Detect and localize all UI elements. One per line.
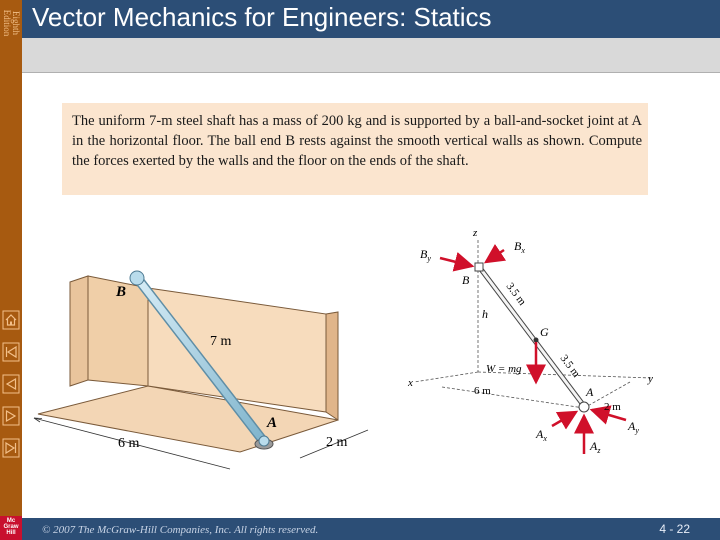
copyright-text: © 2007 The McGraw-Hill Companies, Inc. All rights reserved. bbox=[42, 524, 319, 536]
svg-text:By: $B_y$ bbox=[420, 247, 431, 263]
problem-statement-box bbox=[62, 103, 648, 195]
right-wall-edge bbox=[326, 312, 338, 420]
home-icon bbox=[2, 310, 20, 330]
skip-back-icon bbox=[2, 342, 20, 362]
label-7m: 7 m bbox=[210, 334, 232, 349]
skip-forward-icon bbox=[2, 438, 20, 458]
label-By: B bbox=[420, 247, 428, 261]
svg-text:Ay: $A_y$ bbox=[628, 419, 639, 435]
left-wall bbox=[70, 276, 88, 386]
x-axis bbox=[414, 372, 478, 382]
previous-slide-button[interactable] bbox=[2, 374, 20, 394]
first-slide-button[interactable] bbox=[2, 342, 20, 362]
page-number: 4 - 22 bbox=[659, 522, 690, 536]
label-y: y bbox=[648, 373, 653, 385]
mcgraw-hill-logo: Mc Graw Hill bbox=[0, 516, 22, 540]
label-Ay: A bbox=[628, 419, 636, 433]
label-3.5m-lower: 3.5 m bbox=[557, 352, 583, 380]
label-G: G bbox=[540, 325, 549, 339]
subtitle-bar bbox=[22, 38, 720, 73]
label-6m-right: 6 m bbox=[474, 385, 491, 397]
edition-label bbox=[0, 0, 22, 46]
label-6m-left: 6 m bbox=[118, 436, 140, 451]
label-2m-right: 2 m bbox=[604, 401, 621, 413]
label-A-right: A bbox=[586, 385, 594, 399]
force-Ax-arrow bbox=[552, 412, 576, 426]
triangle-right-icon bbox=[2, 406, 20, 426]
title-bar bbox=[22, 0, 720, 38]
label-3.5m-upper: 3.5 m bbox=[503, 280, 529, 308]
label-B-right: B bbox=[462, 273, 470, 287]
label-W: W = mg bbox=[486, 363, 522, 375]
force-By-arrow bbox=[440, 258, 472, 266]
shaft-corner-figure bbox=[30, 262, 375, 472]
label-Bx: B bbox=[514, 239, 522, 253]
last-slide-button[interactable] bbox=[2, 438, 20, 458]
problem-text: The uniform 7-m steel shaft has a mass of 200 kg and is supported by a ball-and-socket joint at A in the horizontal floor. The ball end B rests against the smooth vertical walls as shown. Compute the forces exerted by the walls and the floor on the ends of the shaft. bbox=[72, 113, 642, 169]
label-A-left: A bbox=[267, 415, 278, 431]
force-Bx-arrow bbox=[486, 250, 504, 262]
edition-line1: Eighth bbox=[11, 11, 21, 35]
sidebar bbox=[0, 0, 22, 540]
label-2m-left: 2 m bbox=[326, 435, 348, 450]
next-slide-button[interactable] bbox=[2, 406, 20, 426]
label-h: h bbox=[482, 307, 488, 321]
triangle-left-icon bbox=[2, 374, 20, 394]
label-z: z bbox=[473, 227, 478, 239]
ball-end-B bbox=[130, 271, 144, 285]
label-x: x bbox=[408, 377, 413, 389]
label-B-left: B bbox=[116, 284, 127, 300]
free-body-diagram bbox=[400, 222, 665, 462]
footer-bar bbox=[22, 518, 720, 540]
edition-line2: Edition bbox=[2, 9, 12, 37]
slide-title: Vector Mechanics for Engineers: Statics bbox=[32, 2, 492, 32]
home-button[interactable] bbox=[2, 310, 20, 330]
svg-text:Bx: $B_x$ bbox=[514, 239, 525, 255]
label-Ax: A bbox=[536, 427, 544, 441]
svg-text:Ax: $A_x$ bbox=[536, 427, 547, 443]
svg-text:Az: $A_z$ bbox=[590, 439, 601, 455]
label-Az: A bbox=[590, 439, 598, 453]
